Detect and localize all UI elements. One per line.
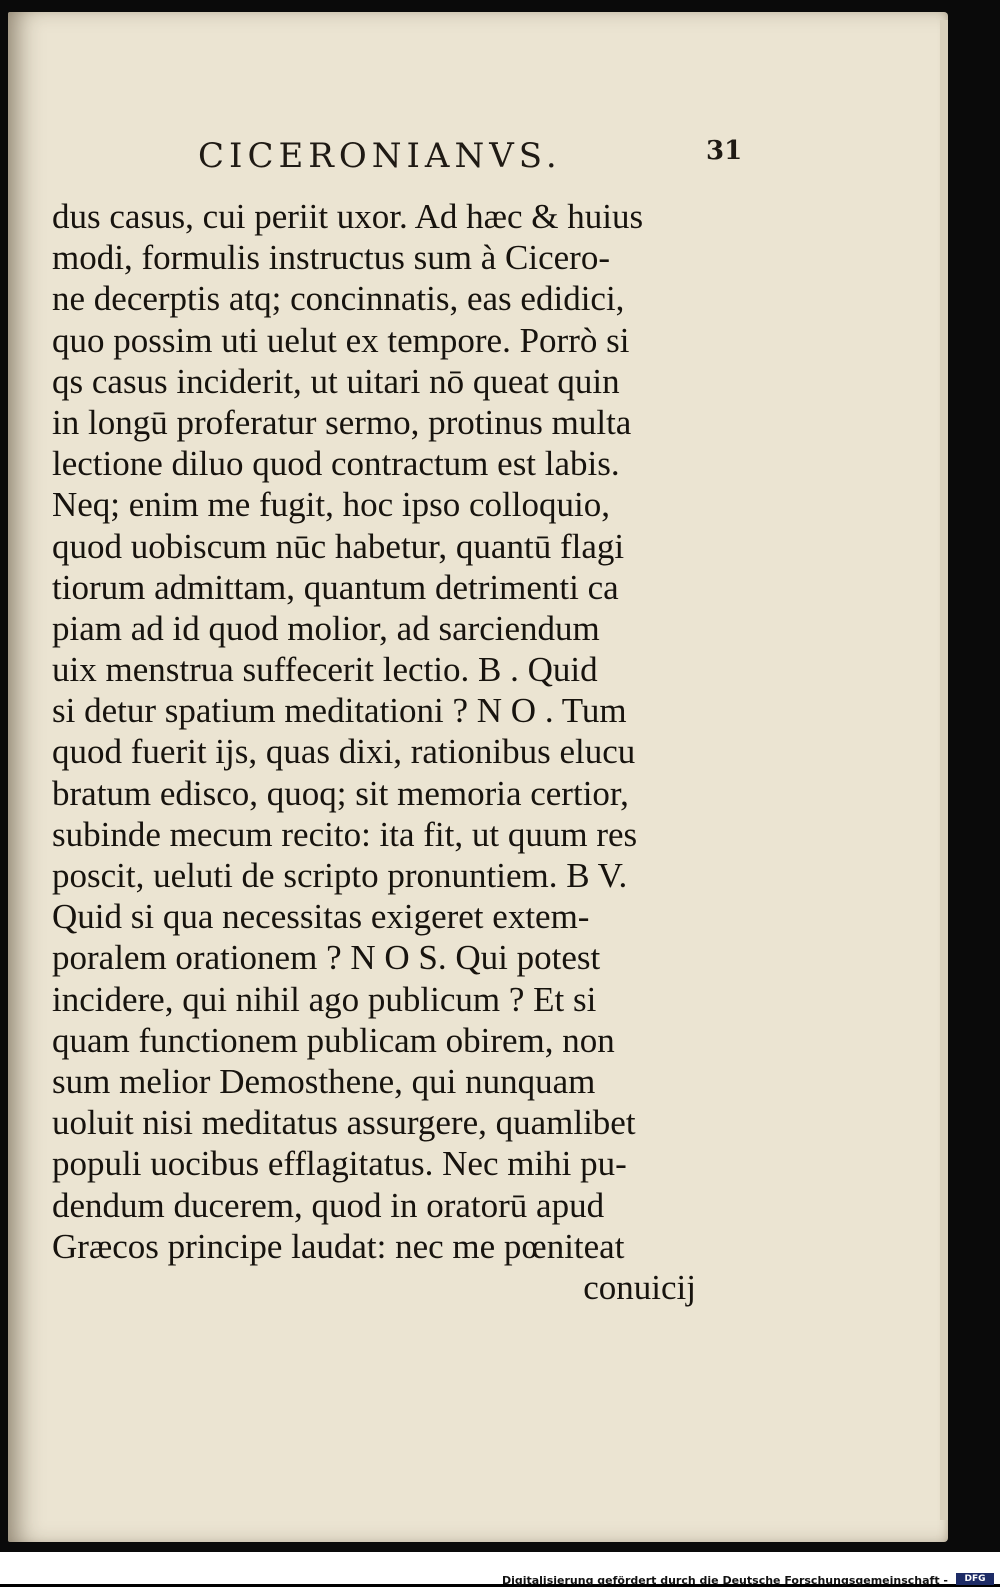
funding-credit: Digitalisierung gefördert durch die Deutsche Forschungsgemeinschaft -	[501, 1574, 948, 1587]
text-line: populi uocibus efflagitatus. Nec mihi pu-	[52, 1144, 627, 1184]
text-line: ne decerptis atq; concinnatis, eas edidici,	[52, 279, 625, 319]
text-block	[52, 196, 702, 1308]
text-line: quam functionem publicam obirem, non	[52, 1020, 615, 1060]
text-line: Græcos principe laudat: nec me pœniteat	[52, 1226, 625, 1266]
text-line: Neq; enim me fugit, hoc ipso colloquio,	[52, 485, 610, 525]
text-line: si detur spatium meditationi ? N O . Tum	[52, 691, 627, 731]
page-number: 31	[706, 136, 743, 166]
text-line: subinde mecum recito: ita fit, ut quum res	[52, 814, 638, 854]
text-line: qs casus inciderit, ut uitari nō queat quin	[52, 361, 620, 401]
text-line: modi, formulis instructus sum à Cicero-	[52, 238, 610, 278]
text-line: dendum ducerem, quod in oratorū apud	[52, 1185, 605, 1225]
text-line: uix menstrua suffecerit lectio. B . Quid	[52, 650, 598, 690]
dfg-logo: DFG	[956, 1573, 994, 1585]
text-line: in longū proferatur sermo, protinus multa	[52, 402, 632, 442]
text-line: sum melior Demosthene, qui nunquam	[52, 1061, 596, 1101]
text-line: Quid si qua necessitas exigeret extem-	[52, 897, 590, 937]
text-line: lectione diluo quod contractum est labis.	[52, 444, 620, 484]
text-line: bratum edisco, quoq; sit memoria certior,	[52, 773, 629, 813]
text-line: poralem orationem ? N O S. Qui potest	[52, 938, 601, 978]
text-line: quo possim uti uelut ex tempore. Porrò si	[52, 320, 630, 360]
text-line: incidere, qui nihil ago publicum ? Et si	[52, 979, 597, 1019]
text-line: piam ad id quod molior, ad sarciendum	[52, 608, 600, 648]
text-line: uoluit nisi meditatus assurgere, quamlibet	[52, 1103, 636, 1143]
page-edge	[940, 20, 948, 1520]
text-line: quod fuerit ijs, quas dixi, rationibus elucu	[52, 732, 636, 772]
text-line: quod uobiscum nūc habetur, quantū flagi	[52, 526, 625, 566]
text-line: dus casus, cui periit uxor. Ad hæc & huius	[52, 197, 644, 236]
catchword: conuicij	[583, 1267, 696, 1307]
text-line: tiorum admittam, quantum detrimenti ca	[52, 567, 619, 607]
text-line: poscit, ueluti de scripto pronuntiem. B V.	[52, 856, 628, 895]
running-head: CICERONIANVS.	[198, 136, 562, 176]
